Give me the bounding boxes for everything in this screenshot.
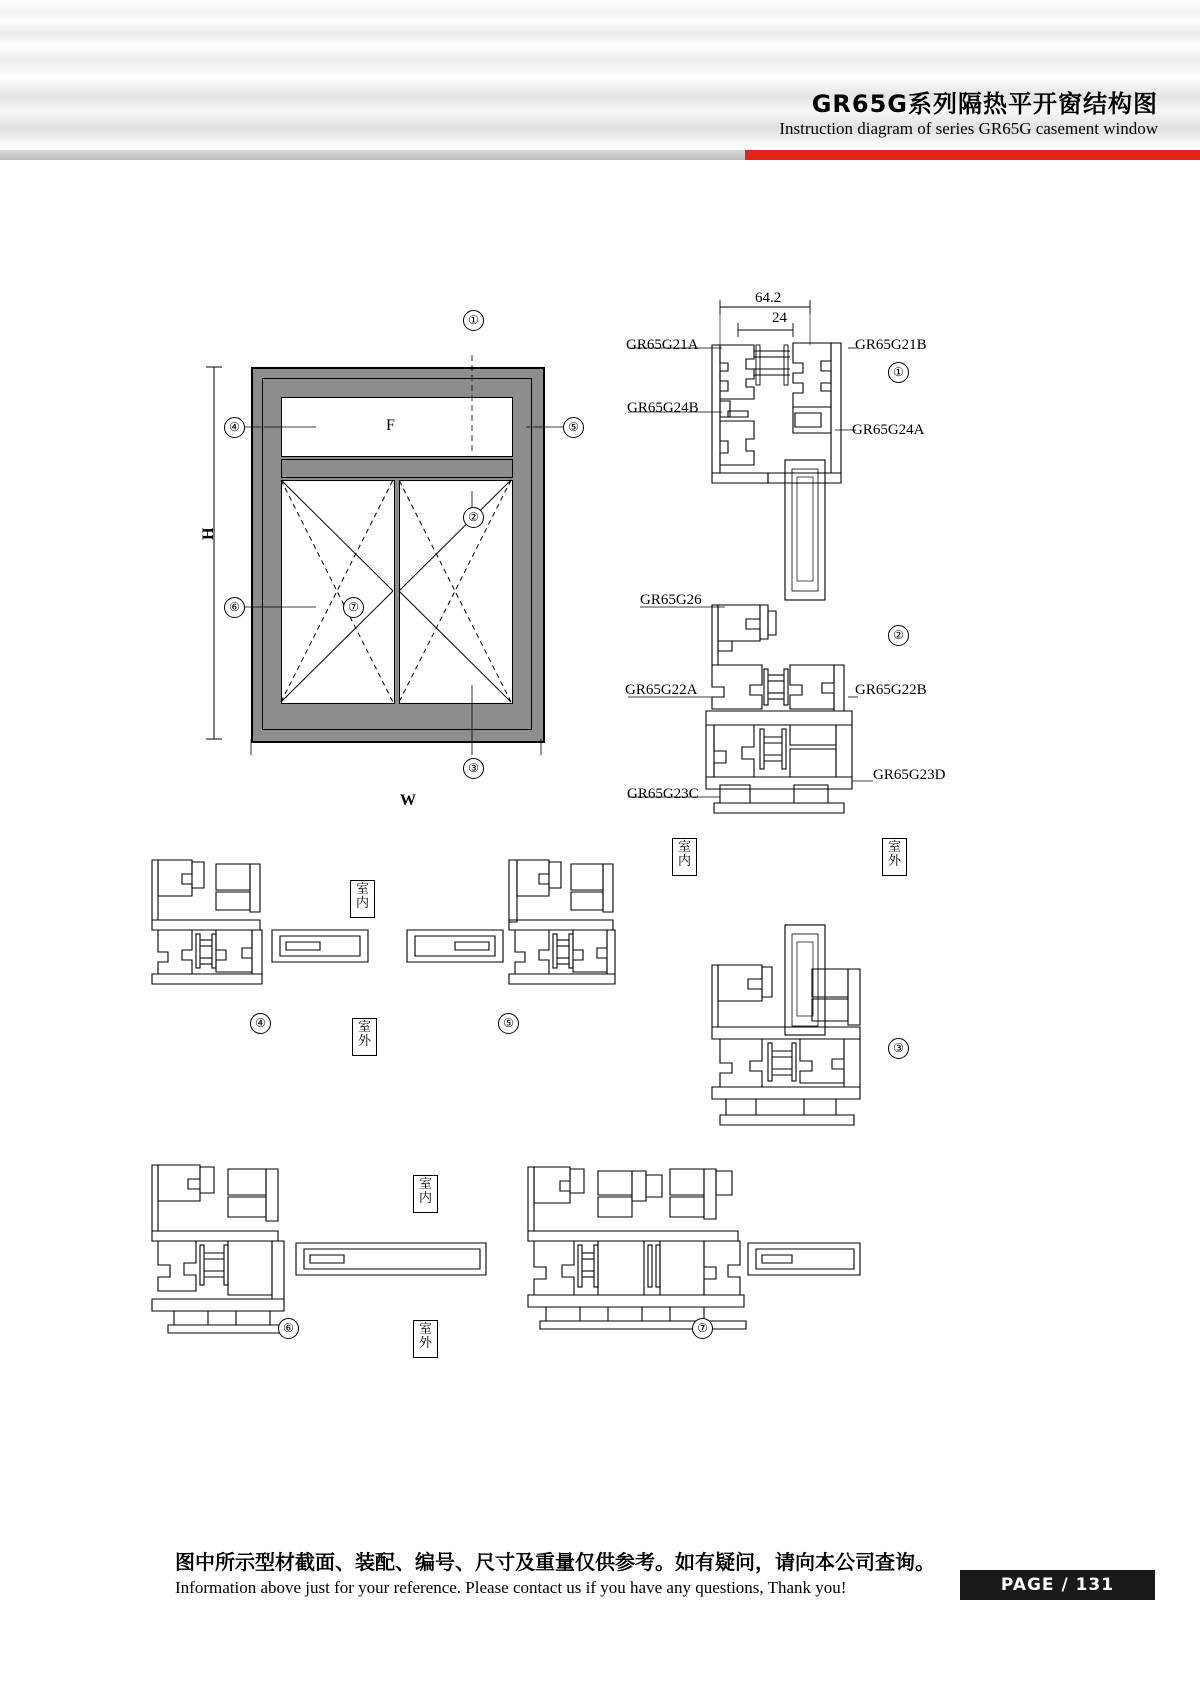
code-gr65g24b: GR65G24B [627, 400, 699, 416]
footer-note-en: Information above just for your reference. Please contact us if you have any questions, Thank you! [175, 1578, 847, 1597]
elevation-label-F: F [386, 417, 395, 434]
leader-lines-section-1 [620, 330, 960, 440]
callout-6: ⑥ [224, 597, 245, 618]
section-mark-4: ④ [250, 1013, 271, 1034]
callout-2: ② [463, 507, 484, 528]
callout-4: ④ [224, 417, 245, 438]
dim-inner-24: 24 [772, 310, 787, 326]
section-mark-5: ⑤ [498, 1013, 519, 1034]
outdoor-label-row1: 室外 [352, 1018, 377, 1056]
indoor-label-row2: 室内 [413, 1175, 438, 1213]
page-title-en: Instruction diagram of series GR65G casement window [779, 119, 1158, 138]
elevation-label-W: W [400, 792, 416, 809]
code-gr65g26: GR65G26 [640, 592, 702, 608]
indoor-label-section2: 室内 [672, 838, 697, 876]
footer-note-cn: 图中所示型材截面、装配、编号、尺寸及重量仅供参考。如有疑问，请向本公司查询。 [175, 1550, 935, 1574]
elevation-label-H: H [200, 527, 217, 540]
code-gr65g24a: GR65G24A [852, 422, 925, 438]
indoor-label-row1: 室内 [350, 880, 375, 918]
page-header [0, 0, 1200, 170]
section-mark-2: ② [888, 625, 909, 646]
glass-unit-1 [780, 455, 840, 605]
code-gr65g22b: GR65G22B [855, 682, 927, 698]
page-number-badge [960, 1570, 1155, 1600]
code-gr65g23c: GR65G23C [627, 786, 699, 802]
page-number-text: PAGE / 131 [1000, 1575, 1115, 1595]
code-gr65g21a: GR65G21A [626, 337, 699, 353]
page-title-cn: GR65G系列隔热平开窗结构图 [811, 90, 1158, 118]
callout-5: ⑤ [563, 417, 584, 438]
section-detail-6 [150, 1155, 490, 1335]
section-detail-7 [520, 1155, 880, 1335]
leader-lines-section-2 [620, 585, 960, 815]
header-red-bar [745, 150, 1200, 160]
section-mark-3: ③ [888, 1038, 909, 1059]
outdoor-label-section2: 室外 [882, 838, 907, 876]
outdoor-label-row2: 室外 [413, 1320, 438, 1358]
window-elevation-drawing [196, 355, 586, 809]
section-mark-1: ① [888, 362, 909, 383]
callout-7: ⑦ [343, 597, 364, 618]
callout-3: ③ [463, 758, 484, 779]
section-detail-4 [150, 850, 390, 995]
callout-1: ① [463, 310, 484, 331]
section-detail-5 [385, 850, 625, 995]
section-mark-6: ⑥ [278, 1318, 299, 1339]
dim-total-64-2: 64.2 [755, 290, 782, 306]
section-mark-7: ⑦ [692, 1318, 713, 1339]
section-detail-3 [700, 955, 950, 1150]
code-gr65g23d: GR65G23D [873, 767, 946, 783]
code-gr65g22a: GR65G22A [625, 682, 698, 698]
elevation-annotation-lines [196, 355, 586, 755]
code-gr65g21b: GR65G21B [855, 337, 927, 353]
